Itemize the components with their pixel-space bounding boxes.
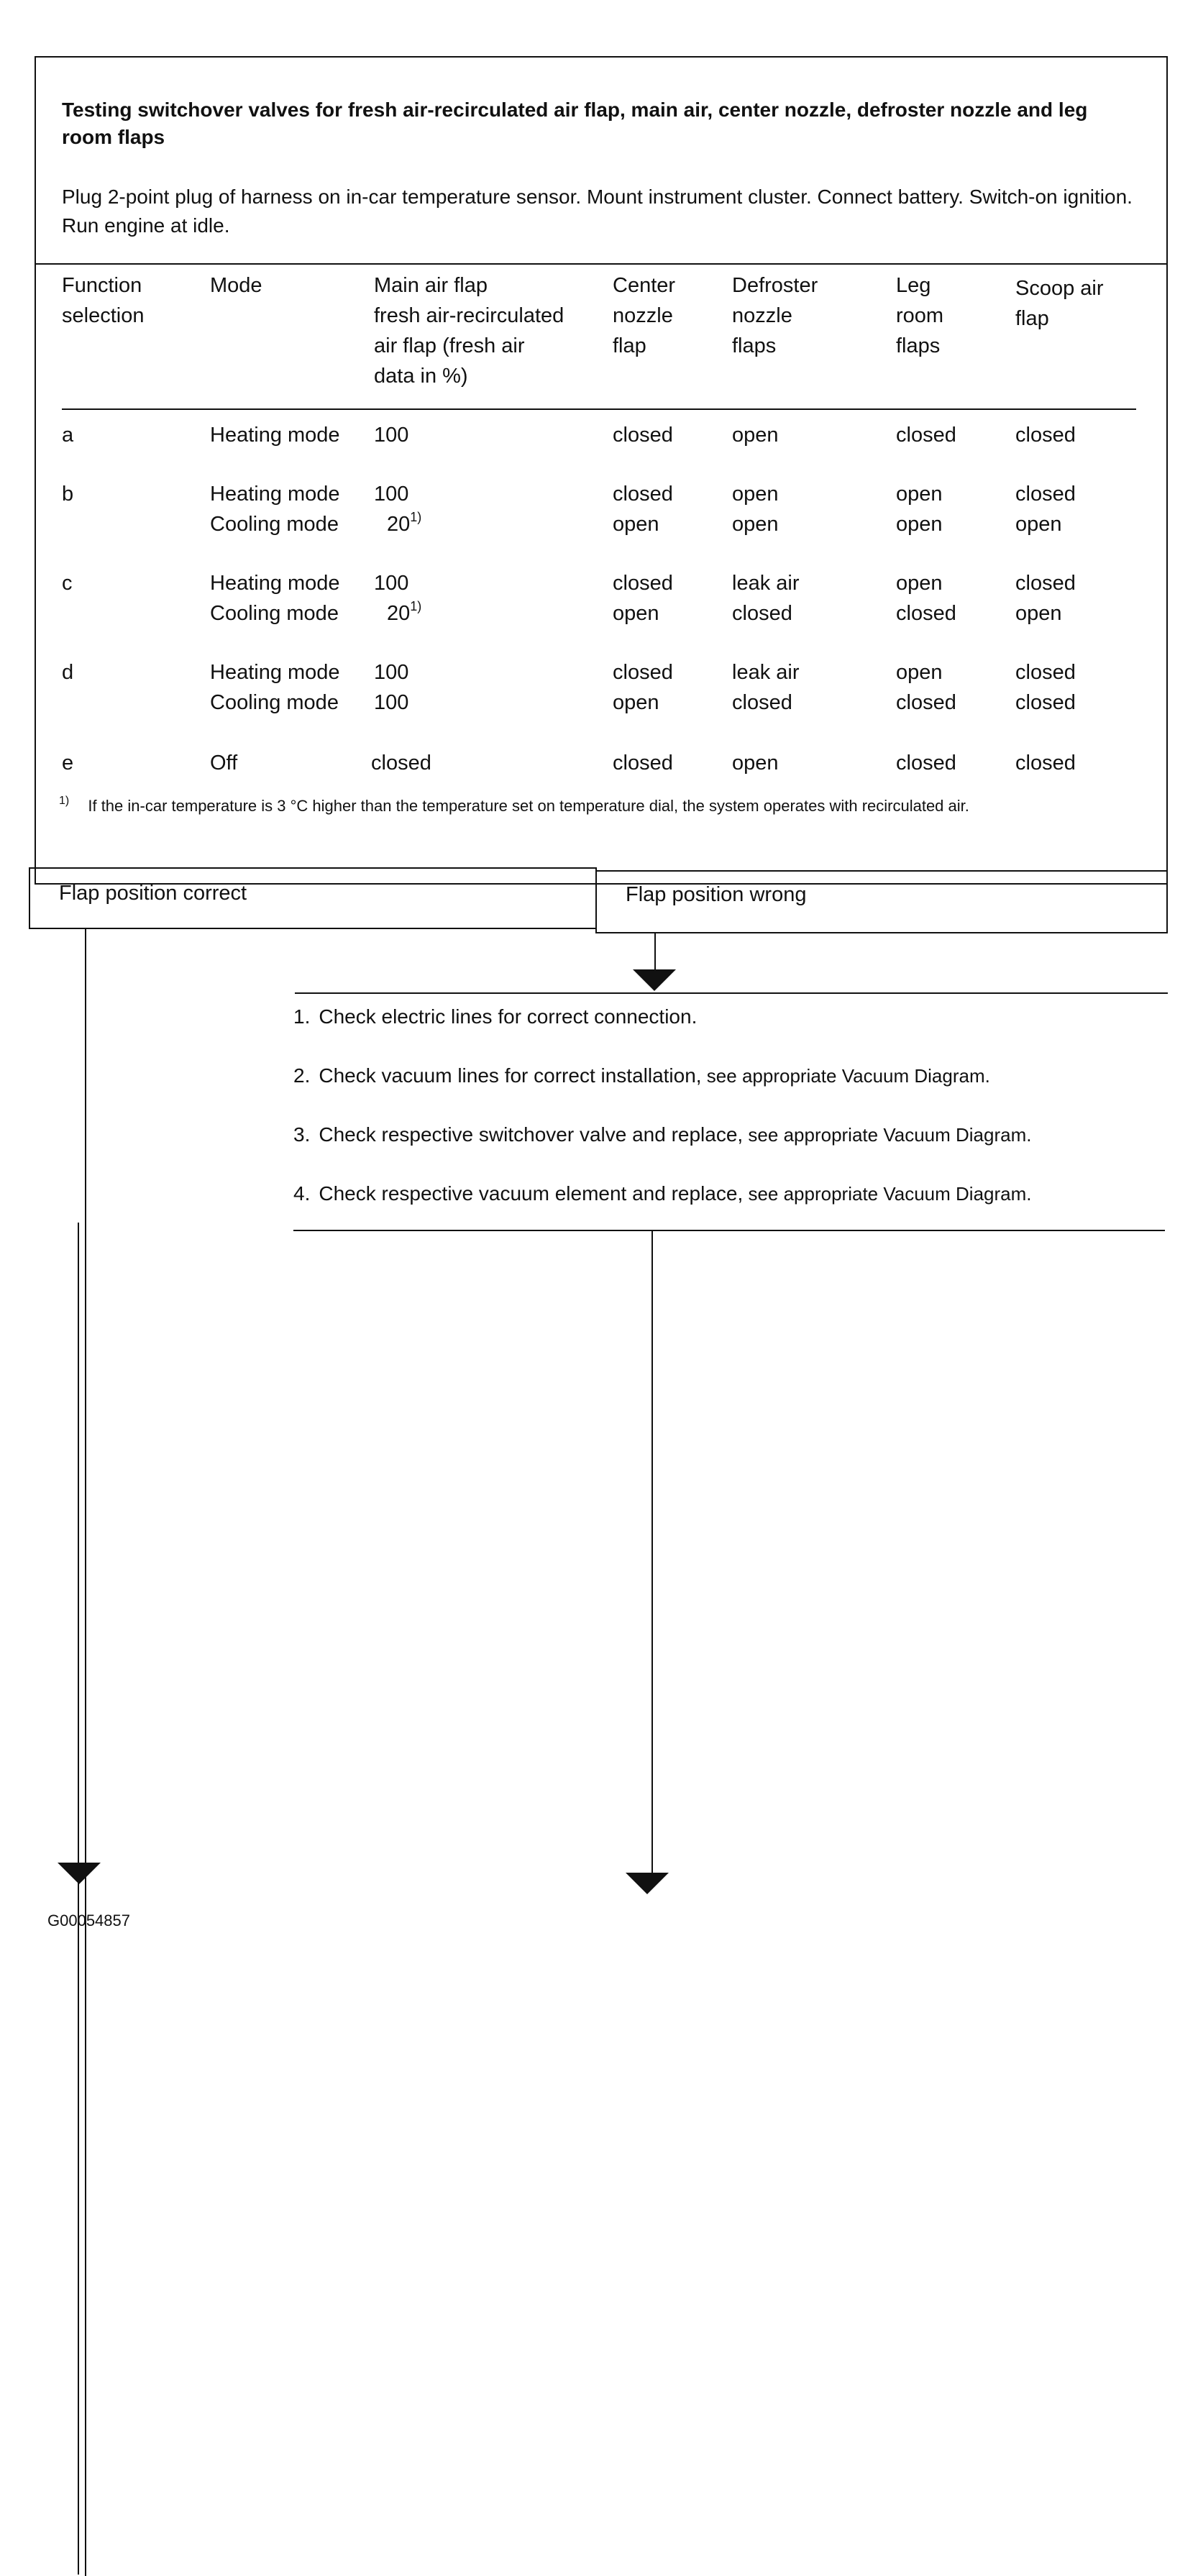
header-scoop-air-flap: Scoop air flap	[1015, 277, 1104, 330]
mode-cell-value: Heating mode	[210, 483, 340, 506]
defroster-cell	[732, 479, 779, 509]
steps-top-rule	[295, 992, 1168, 994]
function-selection-cell: d	[62, 661, 74, 684]
arrow-down-icon	[633, 969, 676, 991]
main-air-cell-value: 100	[374, 572, 409, 595]
mode-cell-value: Off	[210, 752, 238, 775]
defroster-cell	[732, 748, 779, 778]
scoop-air-cell	[1015, 748, 1076, 778]
leg-room-cell-value: closed	[896, 602, 956, 625]
main-air-cell	[387, 598, 421, 629]
step-text: Check electric lines for correct connection.	[319, 1005, 698, 1028]
footnote-text: If the in-car temperature is 3 °C higher than the temperature set on temperature dial, the system operates with recirculated air.	[88, 797, 969, 815]
center-nozzle-cell	[613, 688, 659, 718]
main-air-cell-value: 100	[374, 691, 409, 714]
defroster-cell-value: open	[732, 424, 779, 447]
center-nozzle-cell-value: open	[613, 691, 659, 714]
main-air-cell	[374, 420, 408, 450]
leg-room-cell-value: open	[896, 661, 943, 684]
defroster-cell-value: leak air	[732, 661, 800, 684]
scoop-air-cell-value: open	[1015, 602, 1062, 625]
center-nozzle-cell-value: closed	[613, 661, 673, 684]
leg-room-cell-value: open	[896, 513, 943, 536]
defroster-cell	[732, 598, 792, 629]
scoop-air-cell	[1015, 509, 1062, 539]
step-reference: see appropriate Vacuum Diagram.	[701, 1065, 990, 1087]
procedure-title: Testing switchover valves for fresh air-recirculated air flap, main air, center nozzle, defroster nozzle and leg room flaps	[62, 99, 1088, 148]
mode-cell	[210, 420, 340, 450]
scoop-air-cell	[1015, 479, 1076, 509]
step-number: 4.	[293, 1182, 311, 1205]
scoop-air-cell-value: closed	[1015, 572, 1076, 595]
step-reference: see appropriate Vacuum Diagram.	[743, 1124, 1032, 1146]
defroster-cell	[732, 568, 800, 598]
leg-room-cell	[896, 509, 943, 539]
mode-cell-value: Heating mode	[210, 424, 340, 447]
mode-cell-value: Cooling mode	[210, 513, 339, 536]
defroster-cell-value: leak air	[732, 572, 800, 595]
defroster-cell	[732, 509, 779, 539]
scoop-air-cell	[1015, 598, 1062, 629]
scoop-air-cell-value: closed	[1015, 691, 1076, 714]
outcome-wrong-label: Flap position wrong	[626, 883, 807, 906]
main-air-cell-value: 100	[374, 424, 409, 447]
leg-room-cell-value: open	[896, 572, 943, 595]
leg-room-cell	[896, 568, 943, 598]
function-selection-cell: e	[62, 752, 74, 775]
defroster-cell-value: open	[732, 483, 779, 506]
center-nozzle-cell-value: open	[613, 513, 659, 536]
outcome-correct-label: Flap position correct	[59, 882, 247, 905]
leg-room-cell-value: closed	[896, 752, 956, 775]
center-nozzle-cell	[613, 568, 673, 598]
main-air-cell-value: 100	[374, 661, 409, 684]
main-air-cell	[371, 748, 431, 778]
function-selection-cell: a	[62, 424, 74, 447]
mode-cell	[210, 748, 237, 778]
defroster-cell	[732, 688, 792, 718]
step-text: Check respective vacuum element and replace,	[319, 1182, 744, 1205]
center-nozzle-cell	[613, 479, 673, 509]
mode-cell-value: Heating mode	[210, 572, 340, 595]
defroster-cell	[732, 420, 779, 450]
header-leg-room-flaps: Leg room flaps	[896, 274, 944, 357]
function-selection-cell: c	[62, 572, 73, 595]
step-number: 1.	[293, 1005, 311, 1028]
main-air-cell-value: 20	[387, 513, 411, 536]
leg-room-cell	[896, 479, 943, 509]
defroster-cell-value: open	[732, 513, 779, 536]
procedure-frame	[35, 56, 1168, 885]
center-nozzle-cell-value: closed	[613, 483, 673, 506]
leg-room-cell-value: closed	[896, 691, 956, 714]
scoop-air-cell-value: closed	[1015, 661, 1076, 684]
center-nozzle-cell-value: open	[613, 602, 659, 625]
center-nozzle-cell	[613, 509, 659, 539]
procedure-intro: Plug 2-point plug of harness on in-car temperature sensor. Mount instrument cluster. Connect battery. Switch-on ignition. Run engine at idle.	[62, 186, 1133, 237]
scoop-air-cell-value: closed	[1015, 752, 1076, 775]
header-rule	[62, 408, 1136, 410]
center-nozzle-cell	[613, 748, 673, 778]
header-main-air-flap: Main air flap fresh air-recirculated air flap (fresh air data in %)	[374, 274, 564, 388]
footnote-mark: 1)	[59, 794, 70, 807]
leg-room-cell	[896, 748, 956, 778]
scoop-air-cell-value: open	[1015, 513, 1062, 536]
scoop-air-cell	[1015, 420, 1076, 450]
leg-room-cell	[896, 420, 956, 450]
header-function-selection: Function selection	[62, 274, 145, 327]
scoop-air-cell-value: closed	[1015, 424, 1076, 447]
step-text: Check respective switchover valve and replace,	[319, 1123, 744, 1146]
footnote-reference: 1)	[410, 510, 422, 525]
defroster-cell-value: open	[732, 752, 779, 775]
leg-room-cell	[896, 688, 956, 718]
check-step	[293, 1120, 1031, 1149]
header-defroster-nozzle-flaps: Defroster nozzle flaps	[732, 274, 818, 357]
flow-line-correct	[85, 929, 86, 2576]
check-step	[293, 1002, 697, 1031]
center-nozzle-cell	[613, 420, 673, 450]
mode-cell-value: Heating mode	[210, 661, 340, 684]
defroster-cell	[732, 657, 800, 688]
mode-cell	[210, 688, 339, 718]
function-selection-cell: b	[62, 483, 74, 506]
check-step	[293, 1179, 1032, 1208]
flow-line-wrong	[654, 933, 656, 971]
main-air-cell-value: 20	[387, 602, 411, 625]
center-nozzle-cell-value: closed	[613, 752, 673, 775]
mode-cell-value: Cooling mode	[210, 602, 339, 625]
main-air-cell	[374, 657, 408, 688]
header-mode: Mode	[210, 274, 262, 297]
scoop-air-cell	[1015, 657, 1076, 688]
scoop-air-cell	[1015, 688, 1076, 718]
scoop-air-cell-value: closed	[1015, 483, 1076, 506]
center-nozzle-cell-value: closed	[613, 572, 673, 595]
step-text: Check vacuum lines for correct installation,	[319, 1064, 702, 1087]
center-nozzle-cell	[613, 657, 673, 688]
leg-room-cell	[896, 598, 956, 629]
step-number: 2.	[293, 1064, 311, 1087]
mode-cell	[210, 479, 340, 509]
defroster-cell-value: closed	[732, 602, 792, 625]
center-nozzle-cell-value: closed	[613, 424, 673, 447]
step-number: 3.	[293, 1123, 311, 1146]
leg-room-cell	[896, 657, 943, 688]
mode-cell	[210, 657, 340, 688]
steps-bottom-rule	[293, 1230, 1165, 1231]
main-air-cell	[374, 568, 408, 598]
mode-cell-value: Cooling mode	[210, 691, 339, 714]
intro-divider	[35, 263, 1168, 265]
footnote	[59, 794, 1138, 816]
main-air-cell	[387, 509, 421, 539]
mode-cell	[210, 509, 339, 539]
flow-line-steps	[651, 1230, 653, 1876]
main-air-cell	[374, 688, 408, 718]
header-center-nozzle-flap: Center nozzle flap	[613, 274, 676, 357]
main-air-cell	[374, 479, 408, 509]
figure-id: G00054857	[47, 1912, 130, 1929]
footnote-reference: 1)	[410, 599, 422, 614]
center-nozzle-cell	[613, 598, 659, 629]
mode-cell	[210, 568, 340, 598]
leg-room-cell-value: closed	[896, 424, 956, 447]
main-air-cell-value: 100	[374, 483, 409, 506]
arrow-down-icon	[626, 1873, 669, 1894]
check-step	[293, 1061, 990, 1090]
mode-cell	[210, 598, 339, 629]
defroster-cell-value: closed	[732, 691, 792, 714]
flow-line-correct-lower	[78, 1223, 79, 2575]
leg-room-cell-value: open	[896, 483, 943, 506]
scoop-air-cell	[1015, 568, 1076, 598]
main-air-cell-value: closed	[371, 752, 431, 775]
arrow-down-icon	[58, 1863, 101, 1884]
step-reference: see appropriate Vacuum Diagram.	[743, 1183, 1032, 1205]
